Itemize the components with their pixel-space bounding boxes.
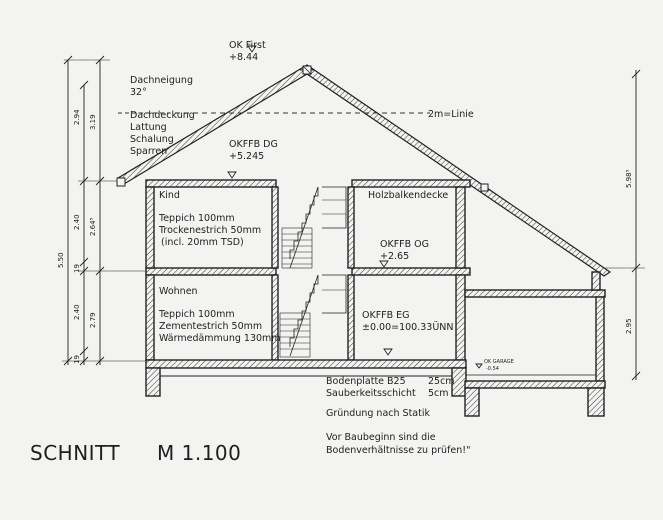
dim-outer-5-50: 5.50 xyxy=(57,252,65,268)
sauberkeit-dim: 5cm xyxy=(428,388,449,399)
dim-inner-2-64: 2.64⁵ xyxy=(89,217,97,236)
bodenplatte-label: Bodenplatte B25 xyxy=(326,376,406,387)
sauberkeit-label: Sauberkeitsschicht xyxy=(326,388,416,399)
okffb-og-label: OKFFB OG xyxy=(380,239,430,250)
dach-layer-1: Dachdeckung xyxy=(130,110,195,121)
dach-layer-3: Schalung xyxy=(130,134,174,145)
dimension-chain-right xyxy=(600,70,645,380)
okffb-og-value: +2.65 xyxy=(380,251,410,262)
okffb-eg-value: ±0.00=100.33ÜNN xyxy=(362,322,454,333)
dachneigung-value: 32° xyxy=(130,87,147,98)
staircase xyxy=(280,187,346,357)
okffb-eg-label: OKFFB EG xyxy=(362,310,410,321)
dim-middle-2-94: 2.94 xyxy=(73,109,81,125)
two-meter-line-label: 2m=Linie xyxy=(428,109,474,120)
okffb-dg-label: OKFFB DG xyxy=(229,139,278,150)
dim-middle-19-upper: 19 xyxy=(73,264,81,273)
dim-middle-2-40-upper: 2.40 xyxy=(73,214,81,230)
holzbalkendecke-label: Holzbalkendecke xyxy=(368,190,449,201)
eg-floor-line-1: Teppich 100mm xyxy=(159,309,235,320)
og-floor-line-1: Teppich 100mm xyxy=(159,213,235,224)
note-line-2: Bodenverhältnisse zu prüfen!" xyxy=(326,445,471,456)
drawing-scale: M 1.100 xyxy=(157,441,242,465)
dim-inner-3-19: 3.19 xyxy=(89,114,97,130)
bodenplatte-dim: 25cm xyxy=(428,376,455,387)
eg-floor-line-3: Wärmedämmung 130mm xyxy=(159,333,281,344)
og-floor-line-2: Trockenestrich 50mm xyxy=(159,225,262,236)
eg-floor-line-2: Zementestrich 50mm xyxy=(159,321,263,332)
okffb-dg-value: +5.245 xyxy=(229,151,265,162)
drawing-title: SCHNITT xyxy=(30,441,121,465)
note-line-1: Vor Baubeginn sind die xyxy=(326,432,436,443)
dachneigung-label: Dachneigung xyxy=(130,75,193,86)
dim-inner-2-79: 2.79 xyxy=(89,312,97,328)
ok-garage-value: -0.54 xyxy=(486,366,499,372)
ok-first-value: +8.44 xyxy=(229,52,259,63)
ok-garage-label: OK GARAGE xyxy=(484,359,514,365)
dim-middle-2-40-lower: 2.40 xyxy=(73,304,81,320)
og-floor-line-3: (incl. 20mm TSD) xyxy=(161,237,244,248)
dach-layer-4: Sparren xyxy=(130,146,168,157)
ok-first-label: OK First xyxy=(229,40,266,51)
gruendung-label: Gründung nach Statik xyxy=(326,408,430,419)
room-wohnen: Wohnen xyxy=(159,286,198,297)
dim-right-2-95: 2.95 xyxy=(625,318,633,334)
dach-layer-2: Lattung xyxy=(130,122,167,133)
dim-middle-19-lower: 19 xyxy=(73,355,81,364)
dim-right-5-98: 5.98⁵ xyxy=(625,169,633,188)
room-kind: Kind xyxy=(159,190,180,201)
